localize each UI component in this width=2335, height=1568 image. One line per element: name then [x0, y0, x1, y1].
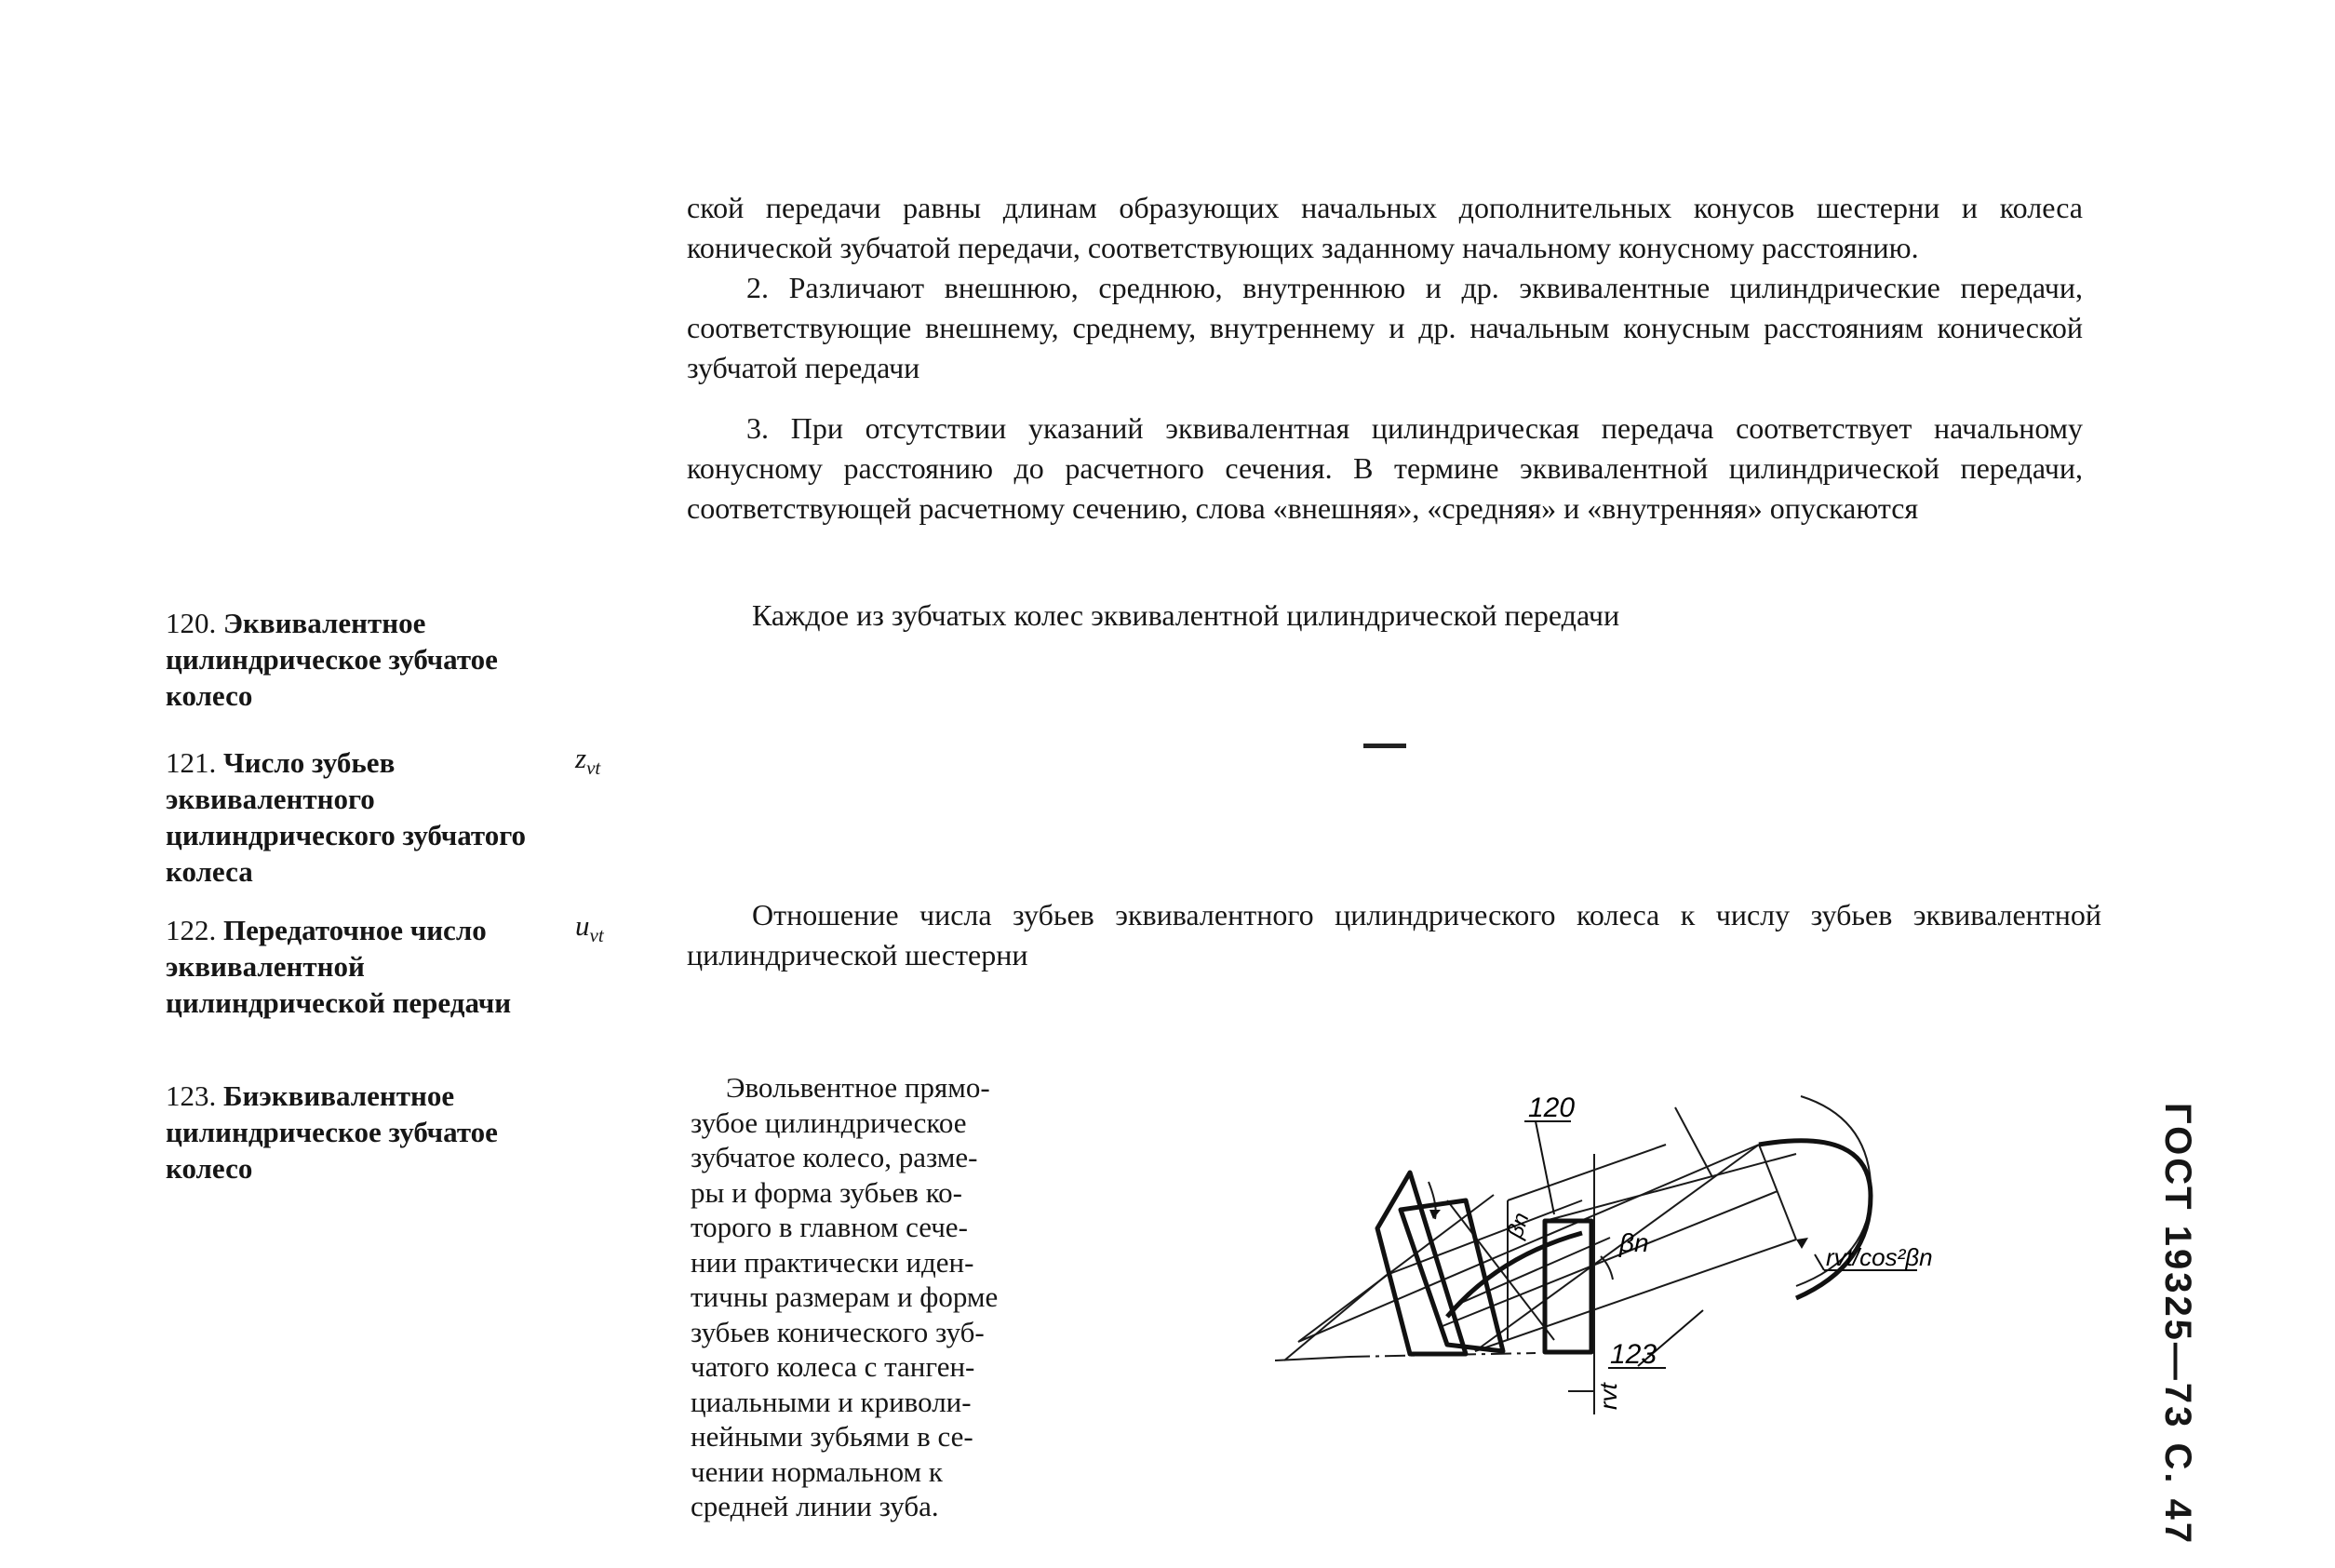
arrow-head: [1796, 1238, 1808, 1249]
leader-line: [1815, 1254, 1824, 1270]
term-number: 120.: [166, 607, 217, 639]
term-122: [166, 912, 538, 1021]
definition-line: средней линии зуба.: [691, 1490, 939, 1522]
term-123-definition: [691, 1070, 1100, 1524]
term-number: 123.: [166, 1079, 217, 1112]
definition-line: зубчатое колесо, разме-: [691, 1141, 978, 1173]
equivalent-pitch-arc: [1759, 1141, 1871, 1298]
definition-line: Эвольвентное прямо-: [726, 1071, 990, 1104]
pitch-arc: [1447, 1233, 1582, 1317]
running-header: ГОСТ 19325—73 С. 47: [2157, 1103, 2198, 1547]
label-beta-n: βn: [1619, 1228, 1649, 1257]
term-120-definition: Каждое из зубчатых колес эквивалентной цилиндрической передачи: [752, 598, 1620, 632]
intro-text: [687, 188, 2083, 529]
term-number: 122.: [166, 914, 217, 946]
term-121: [166, 744, 538, 890]
intro-paragraph-2: 2. Различают внешнюю, среднюю, внутреннюю и др. эквивалентные цилиндрические передачи, соответствующие внешнему, среднему, внутреннему и др. начальным конусным расстояниям конической зубчатой передачи: [687, 271, 2083, 384]
term-121-symbol: $z_{vt}$: [575, 742, 601, 780]
label-rvt: rvt: [1594, 1383, 1622, 1410]
term-name: Передаточное число эквивалентной цилиндрической передачи: [166, 914, 512, 1019]
construction-line: [1675, 1107, 1712, 1177]
label-123: 123: [1610, 1339, 1657, 1370]
term-122-symbol: $u_{vt}$: [575, 909, 604, 947]
definition-line: чатого колеса с танген-: [691, 1350, 975, 1383]
definition-line: ры и форма зубьев ко-: [691, 1175, 963, 1209]
term-name: Число зубьев эквивалентного цилиндрического зубчатого колеса: [166, 746, 527, 888]
definition-line: чении нормальном к: [691, 1454, 943, 1488]
term-122-definition: Отношение числа зубьев эквивалентного цилиндрического колеса к числу зубьев эквивалентной цилиндрической шестерни: [687, 898, 2101, 972]
definition-line: нии практически иден-: [691, 1245, 974, 1279]
definition-line: зубое цилиндрическое: [691, 1106, 967, 1139]
construction-line: [1508, 1145, 1666, 1200]
term-121-definition-dash: [1363, 744, 1406, 748]
definition-line: торого в главном сече-: [691, 1211, 968, 1243]
construction-line: [1545, 1154, 1796, 1221]
definition-line: тичны размерам и форме: [691, 1280, 999, 1313]
label-rvt-cos: rvt/cos²βn: [1826, 1243, 1933, 1271]
term-123: [166, 1078, 538, 1186]
leader-line: [1536, 1121, 1554, 1214]
term-name: Биэквивалентное цилиндрическое зубчатое колесо: [166, 1079, 498, 1185]
label-120: 120: [1528, 1092, 1576, 1123]
term-name: Эквивалентное цилиндрическое зубчатое колесо: [166, 607, 498, 712]
bevel-gear-figure: [1275, 1070, 1945, 1424]
definition-line: нейными зубьями в се-: [691, 1420, 973, 1453]
cone-gear-outline: [1377, 1173, 1466, 1354]
definition-line: циальными и криволи-: [691, 1385, 972, 1418]
intro-paragraph-3: 3. При отсутствии указаний эквивалентная цилиндрическая передача соответствует начальному конусному расстоянию до расчетного сечения. В термине эквивалентной цилиндрической передачи, соответствующей расчетному сечению, слова «внешняя», «средняя» и «внутренняя» опускаются: [687, 411, 2083, 525]
cone-line: [1298, 1195, 1494, 1342]
term-120: [166, 605, 538, 714]
definition-line: зубьев конического зуб-: [691, 1315, 985, 1348]
intro-paragraph-1: ской передачи равны длинам образующих начальных дополнительных конусов шестерни и колеса конической зубчатой передачи, соответствующих заданному начальному конусному расстоянию.: [687, 191, 2083, 264]
term-number: 121.: [166, 746, 217, 779]
label-beta-n-top: βn: [1502, 1209, 1535, 1241]
